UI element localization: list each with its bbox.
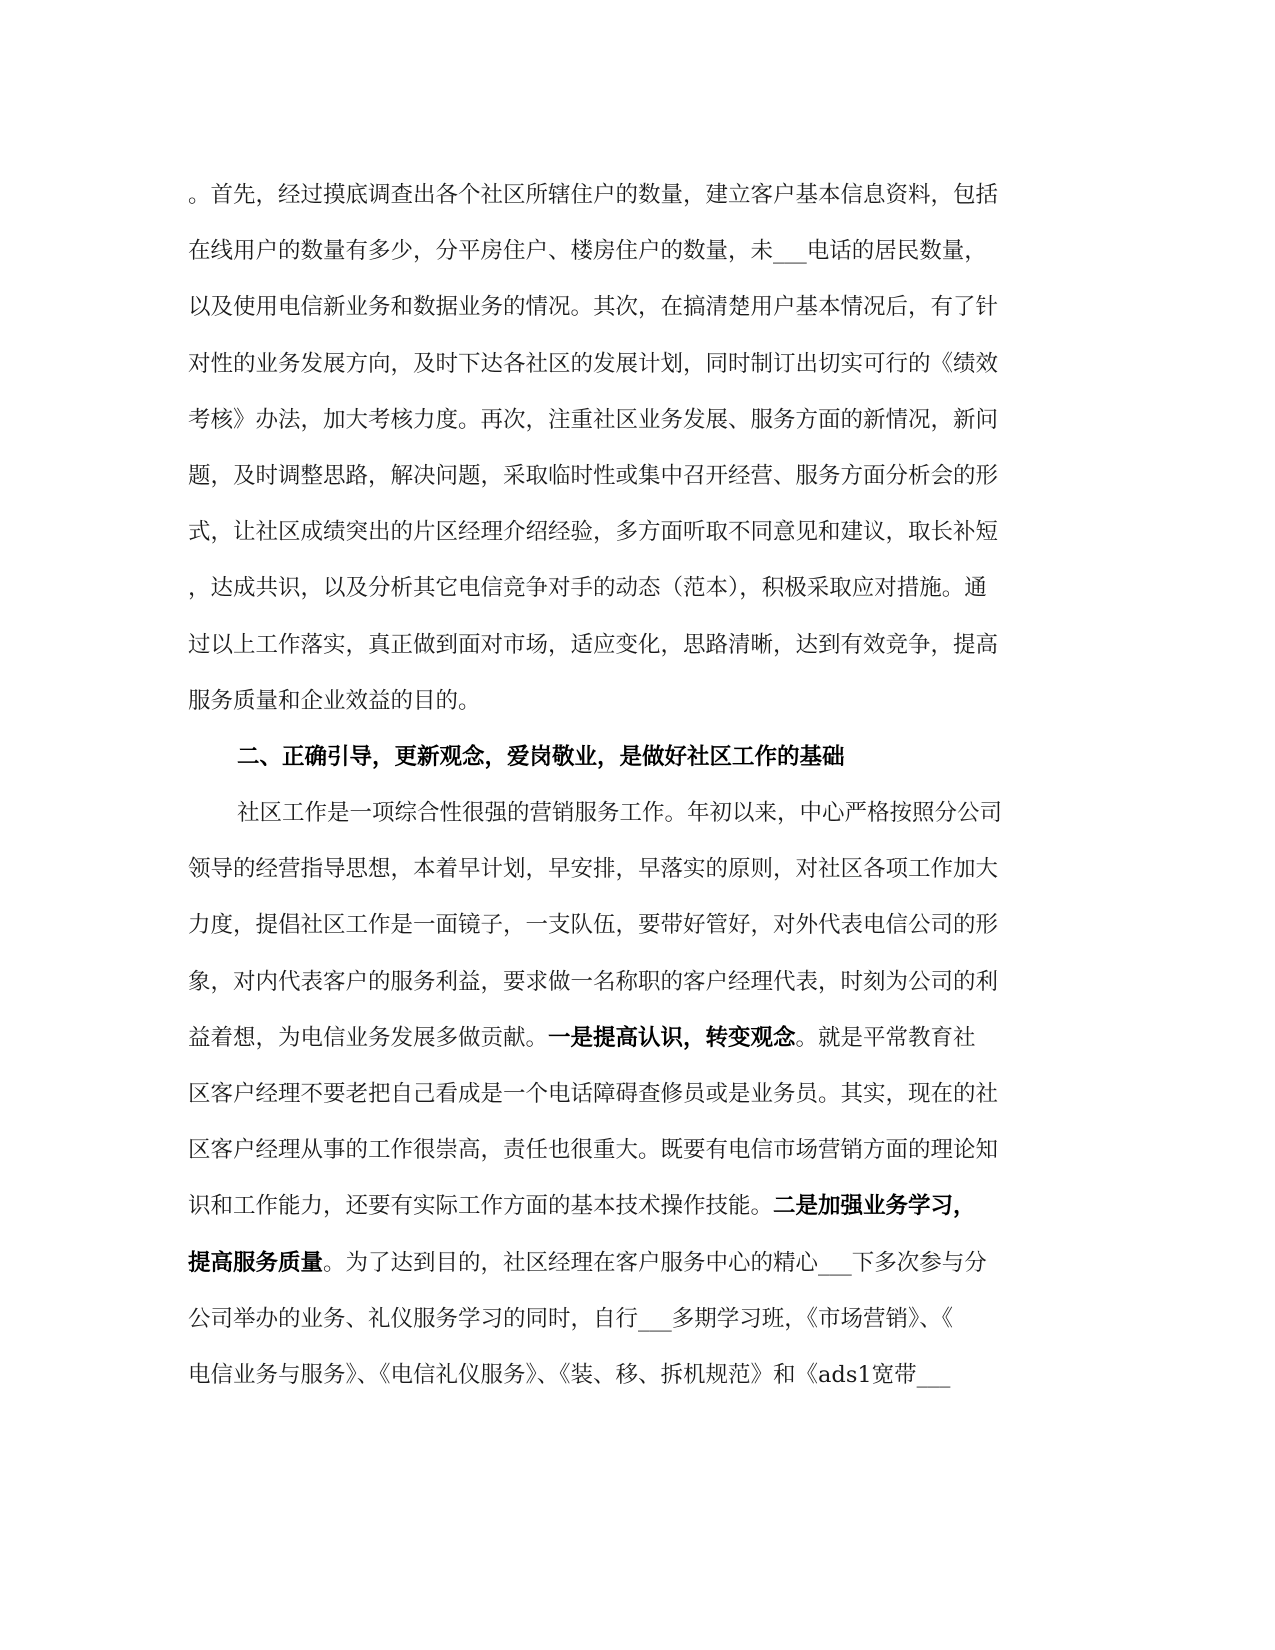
bold-emphasis: 一是提高认识，转变观念 xyxy=(548,1024,796,1051)
paragraph-line: 区客户经理从事的工作很崇高，责任也很重大。既要有电信市场营销方面的理论知 xyxy=(188,1137,999,1164)
section-heading: 二、正确引导，更新观念，爱岗敬业，是做好社区工作的基础 xyxy=(237,743,845,770)
bold-emphasis: 二是加强业务学习， xyxy=(773,1193,976,1220)
paragraph-2 xyxy=(188,785,1088,1403)
paragraph-line: 服务质量和企业效益的目的。 xyxy=(188,687,481,714)
paragraph-line: 领导的经营指导思想，本着早计划，早安排，早落实的原则，对社区各项工作加大 xyxy=(188,856,999,883)
paragraph-line: 电信业务与服务》、《电信礼仪服务》、《装、移、拆机规范》和《ads1宽带___ xyxy=(188,1361,951,1388)
paragraph-line: 题，及时调整思路，解决问题，采取临时性或集中召开经营、服务方面分析会的形 xyxy=(188,462,999,489)
paragraph-1 xyxy=(188,167,1088,729)
line-text: 识和工作能力，还要有实际工作方面的基本技术操作技能。 xyxy=(188,1193,774,1220)
bold-emphasis: 提高服务质量 xyxy=(188,1249,324,1276)
document-body xyxy=(188,167,1088,1403)
paragraph-line: 式，让社区成绩突出的片区经理介绍经验，多方面听取不同意见和建议，取长补短 xyxy=(188,519,999,546)
paragraph-line: 区客户经理不要老把自己看成是一个电话障碍查修员或是业务员。其实，现在的社 xyxy=(188,1081,999,1107)
paragraph-line: 力度，提倡社区工作是一面镜子，一支队伍，要带好管好，对外代表电信公司的形 xyxy=(188,912,999,939)
paragraph-line xyxy=(188,1010,1088,1066)
line-text: 。就是平常教育社 xyxy=(795,1024,976,1051)
paragraph-line xyxy=(188,1178,1088,1234)
paragraph-line: 考核》办法，加大考核力度。再次，注重社区业务发展、服务方面的新情况，新问 xyxy=(188,406,999,433)
paragraph-line: 过以上工作落实，真正做到面对市场，适应变化，思路清晰，达到有效竞争，提高 xyxy=(188,631,999,658)
paragraph-line: 在线用户的数量有多少，分平房住户、楼房住户的数量，未___电话的居民数量， xyxy=(188,238,987,265)
line-text: 。为了达到目的，社区经理在客户服务中心的精心___下多次参与分 xyxy=(323,1249,987,1276)
paragraph-line: 。首先，经过摸底调查出各个社区所辖住户的数量，建立客户基本信息资料，包括 xyxy=(188,182,999,208)
paragraph-line: 社区工作是一项综合性很强的营销服务工作。年初以来，中心严格按照分公司 xyxy=(237,800,1003,827)
paragraph-line: 象，对内代表客户的服务利益，要求做一名称职的客户经理代表，时刻为公司的利 xyxy=(188,968,999,995)
paragraph-line: 公司举办的业务、礼仪服务学习的同时，自行___多期学习班，《市场营销》、《 xyxy=(188,1305,954,1332)
paragraph-line: 对性的业务发展方向，及时下达各社区的发展计划，同时制订出切实可行的《绩效 xyxy=(188,350,999,377)
paragraph-line: ，达成共识，以及分析其它电信竞争对手的动态（范本），积极采取应对措施。通 xyxy=(188,575,987,602)
line-text: 益着想，为电信业务发展多做贡献。 xyxy=(188,1024,549,1051)
paragraph-line: 以及使用电信新业务和数据业务的情况。其次，在搞清楚用户基本情况后，有了针 xyxy=(188,294,999,321)
paragraph-line xyxy=(188,1235,1088,1291)
